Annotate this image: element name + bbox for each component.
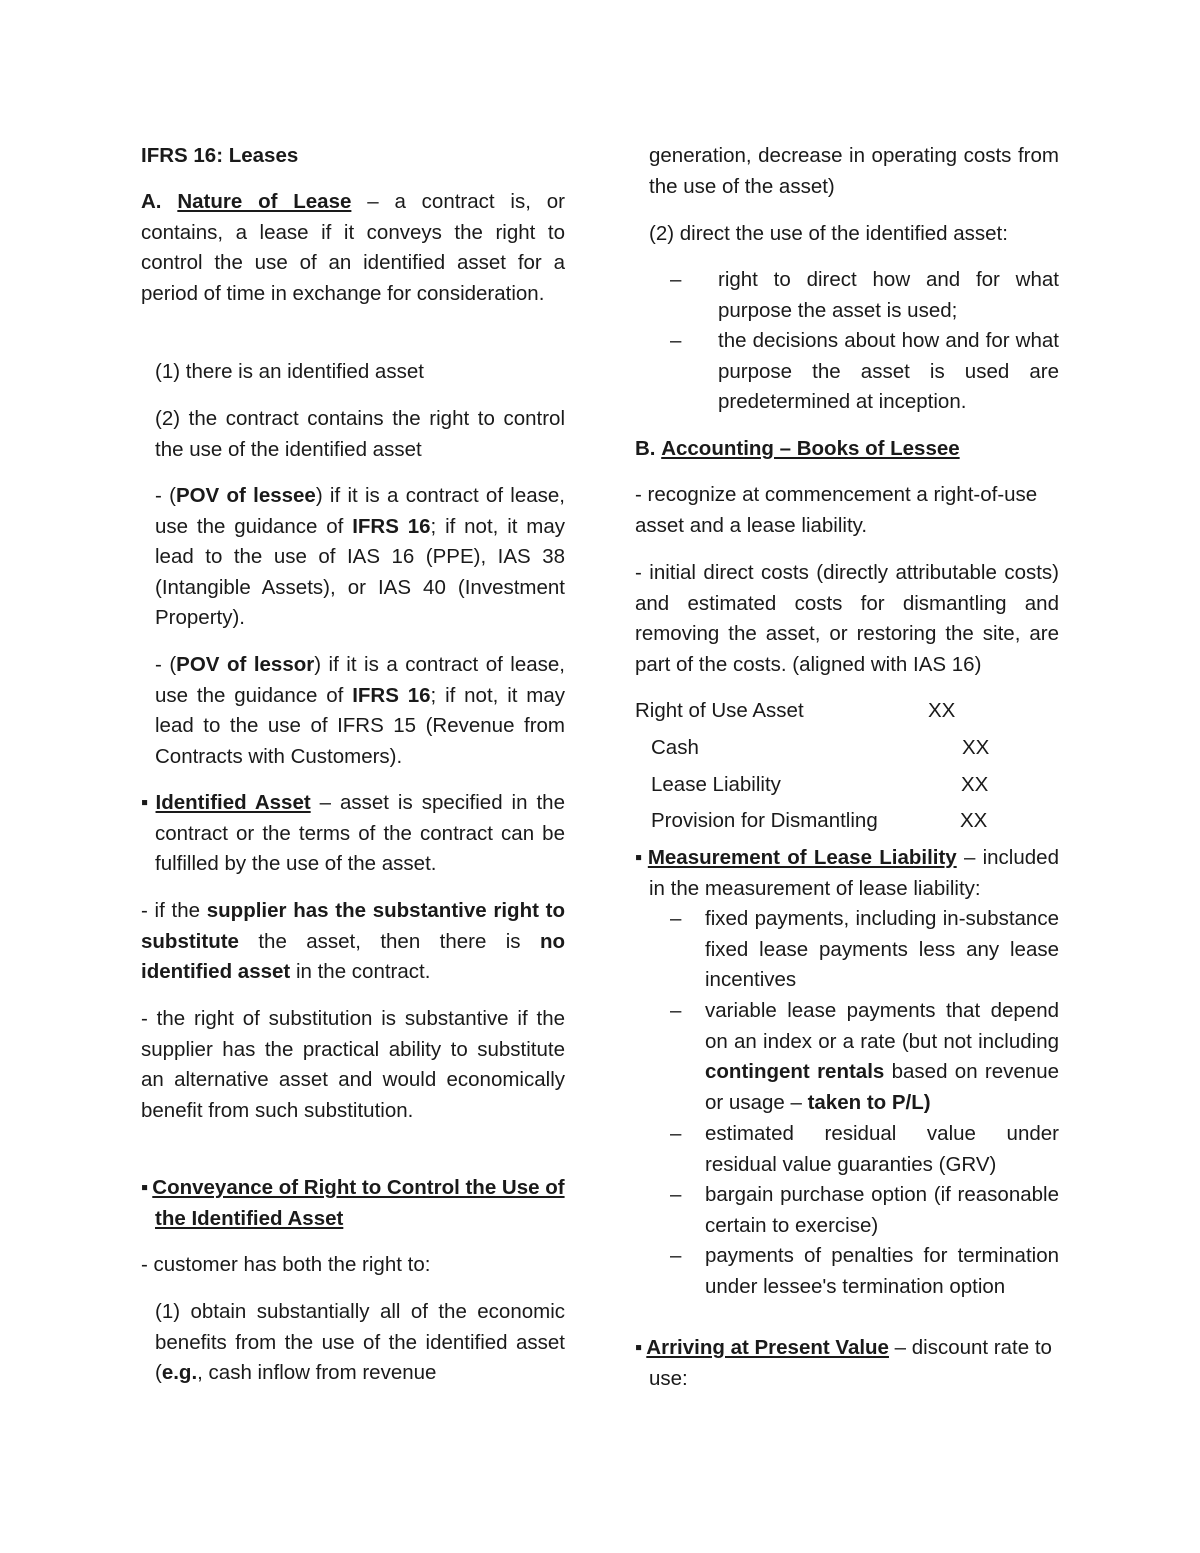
direct-use: (2) direct the use of the identified asset:	[649, 222, 1008, 245]
journal-account: Lease Liability	[651, 773, 781, 796]
section-a-heading: Nature of Lease	[177, 190, 352, 213]
document-title: IFRS 16: Leases	[141, 144, 299, 167]
journal-amount: XX	[962, 736, 990, 759]
bullet-icon: ▪	[635, 846, 644, 869]
journal-amount: XX	[960, 809, 988, 832]
direct-list	[635, 265, 1059, 418]
section-a: A. Nature of Lease – a contract is, or contains, a lease if it conveys the right to control the use of an identified asset for a period of time in exchange for consideration.	[141, 190, 565, 305]
bullet-icon: ▪	[141, 1176, 149, 1199]
measurement-list-item: – estimated residual value under residual value guaranties (GRV)	[670, 1122, 1059, 1176]
condition-2: (2) the contract contains the right to control the use of the identified asset	[155, 407, 565, 461]
section-b-heading: Accounting – Books of Lessee	[661, 437, 960, 460]
journal-account: Provision for Dismantling	[651, 809, 878, 832]
conveyance	[141, 1173, 565, 1234]
journal-amount: XX	[928, 699, 956, 722]
measurement-list	[635, 904, 1059, 1334]
journal-row	[635, 696, 1059, 727]
journal-row	[635, 806, 1059, 837]
journal-account: Right of Use Asset	[635, 699, 804, 722]
pov-lessee: - (POV of lessee) if it is a contract of lease, use the guidance of IFRS 16; if not, it may lead to the use of IAS 16 (PPE), IAS 38 (Intangible Assets), or IAS 40 (Investment Property).	[155, 484, 566, 629]
journal-row	[635, 770, 1059, 801]
obtain-benefits: (1) obtain substantially all of the economic benefits from the use of the identified asset (e.g., cash inflow from revenue	[155, 1300, 565, 1384]
bullet-icon: ▪	[141, 791, 152, 814]
customer-text: - customer has both the right to:	[141, 1253, 431, 1276]
identified-asset: ▪ Identified Asset – asset is specified in the contract or the terms of the contract can be fulfilled by the use of the asset.	[141, 791, 565, 875]
present-value-heading: Arriving at Present Value	[646, 1336, 889, 1359]
condition-1: (1) there is an identified asset	[155, 360, 424, 383]
journal-amount: XX	[961, 773, 989, 796]
measurement-list-item: – bargain purchase option (if reasonable certain to exercise)	[670, 1183, 1059, 1237]
initial-costs-text: - initial direct costs (directly attributable costs) and estimated costs for dismantling and removing the asset, or restoring the site, are part of the costs. (aligned with IAS 16)	[635, 561, 1059, 676]
obtain-benefits-continued: generation, decrease in operating costs from the use of the asset)	[649, 144, 1059, 198]
identified-asset-heading: Identified Asset	[155, 791, 311, 814]
recognize-text: - recognize at commencement a right-of-use asset and a lease liability.	[635, 483, 1038, 537]
direct-list-item: – right to direct how and for what purpose the asset is used;	[670, 268, 1059, 322]
journal-row	[635, 733, 1059, 764]
measurement-heading: Measurement of Lease Liability	[647, 846, 957, 869]
measurement-list-item: – variable lease payments that depend on an index or a rate (but not including contingent rentals based on revenue or usage – taken to P/L)	[670, 999, 1060, 1114]
section-b: B. Accounting – Books of Lessee	[635, 437, 960, 460]
conveyance-heading: Conveyance of Right to Control the Use of the Identified Asset	[152, 1176, 565, 1230]
present-value: ▪ Arriving at Present Value – discount rate to use:	[635, 1336, 1052, 1390]
measurement: ▪ Measurement of Lease Liability – included in the measurement of lease liability:	[635, 846, 1059, 900]
journal-account: Cash	[651, 736, 699, 759]
supplier-right: - if the supplier has the substantive right to substitute the asset, then there is no identified asset in the contract.	[141, 899, 565, 983]
measurement-list-item: – payments of penalties for termination under lessee's termination option	[670, 1244, 1059, 1298]
pov-lessor: - (POV of lessor) if it is a contract of lease, use the guidance of IFRS 16; if not, it may lead to the use of IFRS 15 (Revenue from Contracts with Customers).	[155, 653, 566, 768]
bullet-icon: ▪	[635, 1336, 643, 1359]
substitution-text: - the right of substitution is substantive if the supplier has the practical ability to substitute an alternative asset and would economically benefit from such substitution.	[141, 1007, 565, 1122]
direct-list-item: – the decisions about how and for what purpose the asset is used are predetermined at inception.	[670, 329, 1059, 413]
measurement-list-item: – fixed payments, including in-substance fixed lease payments less any lease incentives	[670, 907, 1059, 991]
journal-entry	[635, 696, 1059, 846]
